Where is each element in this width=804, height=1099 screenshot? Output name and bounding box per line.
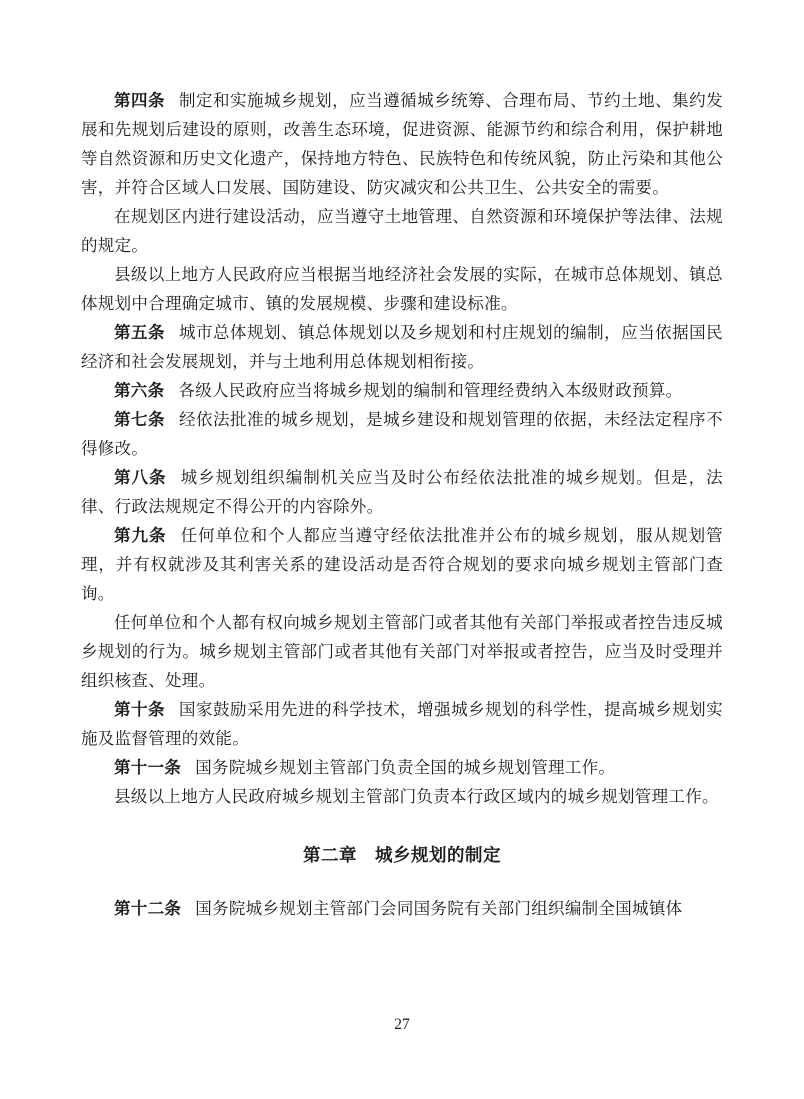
article-number: 第五条 xyxy=(114,323,166,342)
paragraph-text: 在规划区内进行建设活动，应当遵守土地管理、自然资源和环境保护等法律、法规的规定。 xyxy=(81,207,723,255)
paragraph-text: 城市总体规划、镇总体规划以及乡规划和村庄规划的编制，应当依据国民经济和社会发展规划，并与土地利用总体规划相衔接。 xyxy=(81,323,723,371)
article-number: 第九条 xyxy=(114,526,167,545)
paragraph-text: 任何单位和个人都应当遵守经依法批准并公布的城乡规划，服从规划管理，并有权就涉及其利害关系的建设活动是否符合规划的要求向城乡规划主管部门查询。 xyxy=(81,526,723,603)
paragraph-text: 任何单位和个人都有权向城乡规划主管部门或者其他有关部门举报或者控告违反城乡规划的行为。城乡规划主管部门或者其他有关部门对举报或者控告，应当及时受理并组织核查、处理。 xyxy=(81,613,723,690)
article-number: 第六条 xyxy=(114,381,165,400)
article-paragraph xyxy=(81,521,723,608)
article-paragraph xyxy=(81,782,723,811)
article-paragraph xyxy=(81,753,723,782)
article-paragraph xyxy=(81,894,723,923)
article-paragraph xyxy=(81,86,723,202)
article-paragraph xyxy=(81,608,723,695)
article-paragraph xyxy=(81,376,723,405)
article-number: 第四条 xyxy=(114,91,166,110)
article-number: 第七条 xyxy=(114,410,166,429)
paragraph-text: 经依法批准的城乡规划，是城乡建设和规划管理的依据，未经法定程序不得修改。 xyxy=(81,410,723,458)
paragraph-text: 城乡规划组织编制机关应当及时公布经依法批准的城乡规划。但是，法律、行政法规规定不得公开的内容除外。 xyxy=(81,468,723,516)
paragraph-text: 制定和实施城乡规划，应当遵循城乡统筹、合理布局、节约土地、集约发展和先规划后建设的原则，改善生态环境，促进资源、能源节约和综合利用，保护耕地等自然资源和历史文化遗产，保持地方特色、民族特色和传统风貌，防止污染和其他公害，并符合区域人口发展、国防建设、防灾减灾和公共卫生、公共安全的需要。 xyxy=(81,91,723,197)
paragraph-text: 国务院城乡规划主管部门负责全国的城乡规划管理工作。 xyxy=(195,758,616,777)
article-number: 第八条 xyxy=(114,468,167,487)
article-number: 第十一条 xyxy=(114,758,182,777)
page-number: 27 xyxy=(394,1016,410,1033)
article-paragraph xyxy=(81,405,723,463)
paragraph-text: 各级人民政府应当将城乡规划的编制和管理经费纳入本级财政预算。 xyxy=(178,381,683,400)
paragraph-text: 县级以上地方人民政府应当根据当地经济社会发展的实际，在城市总体规划、镇总体规划中合理确定城市、镇的发展规模、步骤和建设标准。 xyxy=(81,265,723,313)
paragraph-text: 国家鼓励采用先进的科学技术，增强城乡规划的科学性，提高城乡规划实施及监督管理的效能。 xyxy=(81,700,723,748)
article-paragraph xyxy=(81,463,723,521)
article-paragraph xyxy=(81,260,723,318)
article-number: 第十二条 xyxy=(114,899,182,918)
article-paragraph xyxy=(81,695,723,753)
chapter-heading: 第二章 城乡规划的制定 xyxy=(303,845,501,865)
paragraph-text: 县级以上地方人民政府城乡规划主管部门负责本行政区域内的城乡规划管理工作。 xyxy=(114,787,719,806)
article-paragraph xyxy=(81,318,723,376)
paragraph-text: 国务院城乡规划主管部门会同国务院有关部门组织编制全国城镇体 xyxy=(195,899,683,918)
article-paragraph xyxy=(81,202,723,260)
article-number: 第十条 xyxy=(114,700,166,719)
